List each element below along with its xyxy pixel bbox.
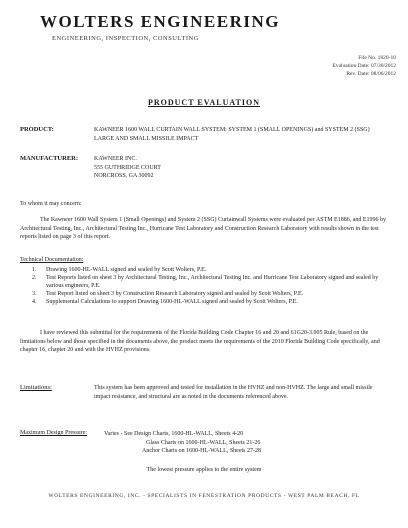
list-item (32, 266, 388, 274)
design-pressure-line: Glass Charts on 1600-HL-WALL, Sheets 21-26 (146, 439, 261, 446)
file-number: File No. 1820-10 (358, 55, 396, 61)
product-label: PRODUCT: (20, 126, 54, 133)
revision-date: Rev. Date: 08/06/2012 (346, 71, 396, 77)
page-footer: WOLTERS ENGINEERING, INC. - SPECIALISTS IN FENESTRATION PRODUCTS - WEST PALM BEACH, FL (48, 493, 360, 499)
list-item (32, 290, 388, 298)
list-item-number: 3. (32, 291, 37, 297)
list-item-number: 1. (32, 267, 37, 273)
manufacturer-address (94, 155, 374, 181)
manufacturer-city: NORCROSS, GA 30092 (94, 173, 154, 179)
list-item-text: Test Reports listed on sheet 3 by Architectural Testing, Inc., Architectural Testing Inc. and Hurricane Test Laboratory signed and sealed by various engineers, P.E. (46, 275, 379, 289)
technical-documentation-list (32, 266, 388, 306)
list-item-text: Drawing 1600-HL-WALL signed and sealed by Scott Wolters, P.E. (46, 267, 207, 273)
limitations-text: This system has been approved and tested for installation in the HVHZ and non-HVHZ. The large and small missile impact resistance, and structural are as noted in the documents referenced above. (94, 385, 373, 400)
list-item-number: 4. (32, 299, 37, 305)
manufacturer-street: 555 GUTHRIDGE COURT (94, 164, 161, 171)
manufacturer-name: KAWNEER INC. (94, 156, 137, 162)
company-tagline: ENGINEERING, INSPECTION, CONSULTING (52, 35, 199, 42)
product-value: KAWNEER 1600 WALL CURTAIN WALL SYSTEM: SYSTEM 1 (SMALL OPENINGS) and SYSTEM 2 (SSG) LARGE AND SMALL MISSILE IMPACT (94, 127, 370, 142)
design-pressure-values (104, 430, 384, 456)
company-logo: WOLTERS ENGINEERING (40, 12, 280, 31)
review-paragraph: I have reviewed this submittal for the requirements of the Florida Building Code Chapter 16 and 20 and 61G20-3.005 Rule, based on the limitations below and those specified in the documents above, the product meets the requirements of the 2010 Florida Building Code specifically, and chapter 16, chapter 20 and with the HVHZ provisions. (20, 330, 380, 353)
limitations-label: Limitations: (20, 384, 52, 391)
list-item-text: Supplemental Calculations to support Drawing 1600-HL-WALL signed and sealed by Scott Wolters, P.E. (46, 299, 298, 305)
design-pressure-line: Anchor Charts on 1600-HL-WALL, Sheets 27-28 (142, 448, 261, 454)
salutation: To whom it may concern: (20, 201, 82, 207)
closing-note: The lowest pressure applies to the entire system (146, 467, 262, 473)
document-title: PRODUCT EVALUATION (147, 98, 260, 107)
list-item-number: 2. (32, 275, 37, 281)
technical-documentation-heading: Technical Documentation: (20, 257, 84, 263)
manufacturer-label: MANUFACTURER: (20, 155, 79, 162)
evaluation-date: Evaluation Date: 07/30/2012 (332, 63, 396, 69)
intro-paragraph: The Kawneer 1600 Wall System 1 (Small Openings) and System 2 (SSG) Curtainwall Systems were evaluated per ASTM E1886, and E1996 by Architectural Testing, Inc., Architectural Testing Inc., Hurricane Test Laboratory and Construction Research Laboratory with results shown in the test reports listed on page 3 of this report. (20, 217, 387, 240)
list-item (32, 298, 388, 306)
design-pressure-line: Varies - See Design Charts, 1600-HL-WALL, Sheets 4-20 (104, 431, 244, 437)
list-item (32, 274, 388, 290)
design-pressure-label: Maximum Design Pressure: (20, 430, 87, 436)
list-item-text: Test Report listed on sheet 3 by Construction Research Laboratory signed and sealed by Scott Wolters, P.E. (46, 291, 304, 297)
